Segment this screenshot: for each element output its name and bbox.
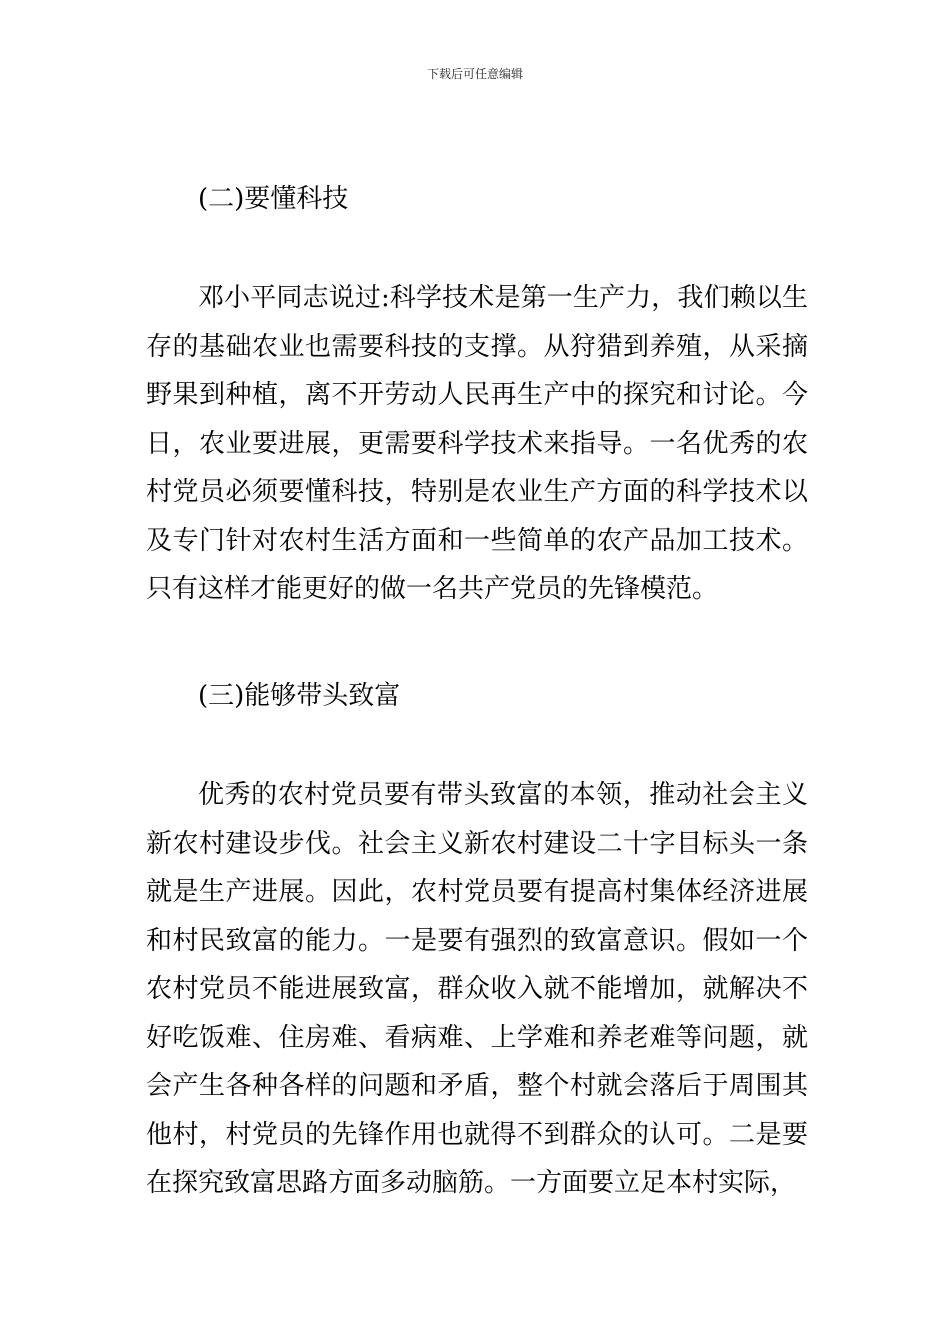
paragraph-science: 邓小平同志说过:科学技术是第一生产力，我们赖以生存的基础农业也需要科技的支撑。从狩猎到养殖，从采摘野果到种植，离不开劳动人民再生产中的探究和讨论。今日，农业要进展，更需要科学技术来指导。一名优秀的农村党员必须要懂科技，特别是农业生产方面的科学技术以及专门针对农村生活方面和一些简单的农产品加工技术。只有这样才能更好的做一名共产党员的先锋模范。 — [146, 283, 808, 604]
paragraph-prosperity: 优秀的农村党员要有带头致富的本领，推动社会主义新农村建设步伐。社会主义新农村建设二十字目标头一条就是生产进展。因此，农村党员要有提高村集体经济进展和村民致富的能力。一是要有强烈的致富意识。假如一个农村党员不能进展致富，群众收入就不能增加，就解决不好吃饭难、住房难、看病难、上学难和养老难等问题，就会产生各种各样的问题和矛盾，整个村就会落后于周围其他村，村党员的先锋作用也就得不到群众的认可。二是要在探究致富思路方面多动脑筋。一方面要立足本村实际， — [146, 780, 808, 1198]
section-heading-prosperity: (三)能够带头致富 — [198, 681, 401, 711]
page-header: 下载后可任意编辑 — [426, 67, 523, 81]
section-heading-science: (二)要懂科技 — [198, 184, 349, 214]
